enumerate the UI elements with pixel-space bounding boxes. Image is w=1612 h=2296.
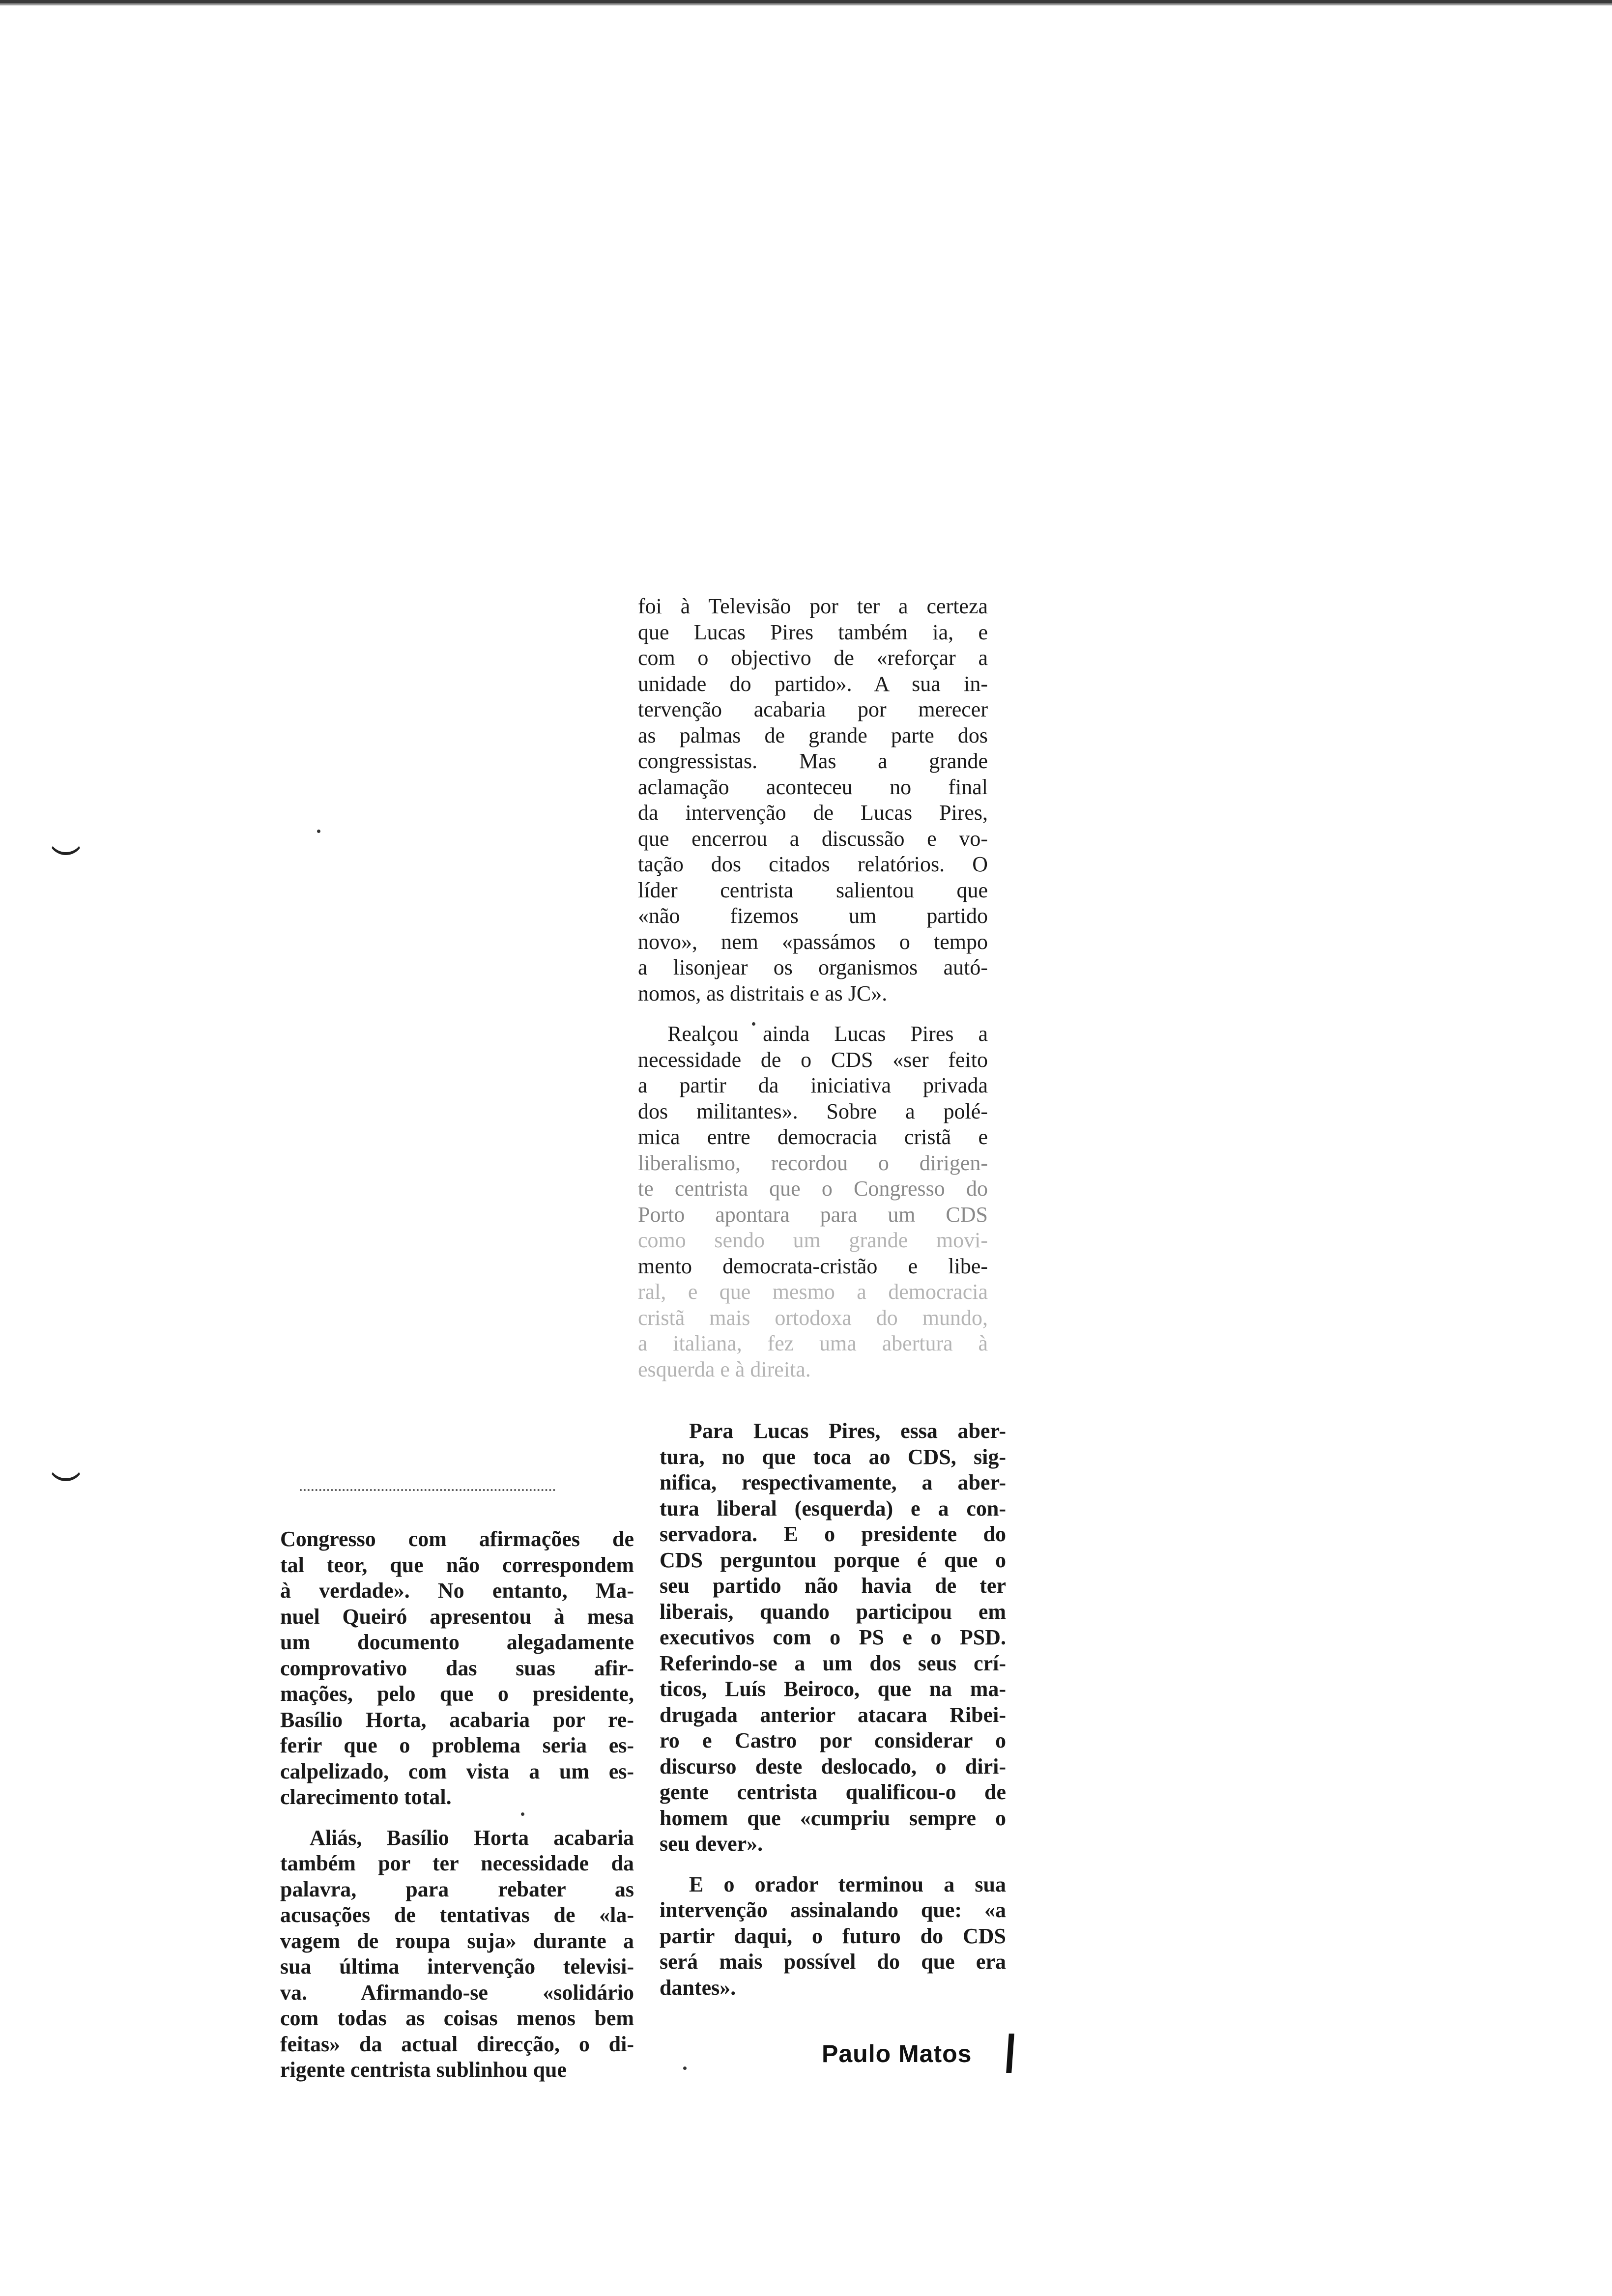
article-line: ticos, Luís Beiroco, que na ma- xyxy=(660,1677,1006,1701)
article-line: Realçou ainda Lucas Pires a xyxy=(667,1022,988,1046)
article-line: Para Lucas Pires, essa aber- xyxy=(689,1419,1006,1443)
article-line: Referindo-se a um dos seus crí- xyxy=(660,1651,1006,1675)
author-byline: Paulo Matos xyxy=(822,2040,972,2067)
article-line: a italiana, fez uma abertura à xyxy=(638,1331,988,1355)
article-line: Congresso com afirmações de xyxy=(280,1527,634,1551)
byline-end-mark xyxy=(1006,2034,1014,2073)
scan-top-edge xyxy=(0,0,1612,3)
article-line: será mais possível do que era xyxy=(660,1950,1006,1974)
article-line: tervenção acabaria por merecer xyxy=(638,697,988,721)
punch-hole-mark-lower xyxy=(48,1462,84,1481)
article-line: da intervenção de Lucas Pires, xyxy=(638,801,988,825)
article-column-left xyxy=(280,1526,634,2083)
article-line: homem que «cumpriu sempre o xyxy=(660,1806,1006,1830)
article-line: com todas as coisas menos bem xyxy=(280,2006,634,2030)
article-line: comprovativo das suas afir- xyxy=(280,1656,634,1680)
article-line: esquerda e à direita. xyxy=(638,1357,811,1381)
article-paragraph xyxy=(638,594,988,1006)
article-line: palavra, para rebater as xyxy=(280,1877,634,1901)
article-line: te centrista que o Congresso do xyxy=(638,1177,988,1201)
article-line: líder centrista salientou que xyxy=(638,878,988,902)
article-line: va. Afirmando-se «solidário xyxy=(280,1980,634,2005)
article-paragraph xyxy=(660,1872,1006,2001)
article-line: CDS perguntou porque é que o xyxy=(660,1548,1006,1572)
article-line: como sendo um grande movi- xyxy=(638,1228,988,1252)
article-line: que Lucas Pires também ia, e xyxy=(638,620,988,644)
article-line: liberalismo, recordou o dirigen- xyxy=(638,1150,988,1175)
article-line: vagem de roupa suja» durante a xyxy=(280,1928,634,1953)
article-line: liberais, quando participou em xyxy=(660,1599,1006,1624)
article-line: mica entre democracia cristã e xyxy=(638,1125,988,1149)
article-line: tal teor, que não correspondem xyxy=(280,1552,634,1577)
article-column-top xyxy=(638,594,988,1382)
article-line: um documento alegadamente xyxy=(280,1630,634,1654)
article-line: partir daqui, o futuro do CDS xyxy=(660,1923,1006,1948)
article-line: seu partido não havia de ter xyxy=(660,1574,1006,1598)
scan-speck xyxy=(683,2066,687,2070)
article-line: nifica, respectivamente, a aber- xyxy=(660,1470,1006,1494)
article-line: feitas» da actual direcção, o di- xyxy=(280,2032,634,2056)
article-line: Porto apontara para um CDS xyxy=(638,1202,988,1227)
article-line: tura, no que toca ao CDS, sig- xyxy=(660,1444,1006,1469)
article-line: acusações de tentativas de «la- xyxy=(280,1903,634,1927)
article-line: ral, e que mesmo a democracia xyxy=(638,1280,988,1304)
article-paragraph xyxy=(660,1418,1006,1857)
article-line: «não fizemos um partido xyxy=(638,904,988,928)
article-line: servadora. E o presidente do xyxy=(660,1522,1006,1546)
article-line: E o orador terminou a sua xyxy=(689,1872,1006,1896)
article-line: Basílio Horta, acabaria por re- xyxy=(280,1707,634,1732)
article-line: unidade do partido». A sua in- xyxy=(638,671,988,696)
article-line: seu dever». xyxy=(660,1832,763,1856)
article-line: nomos, as distritais e as JC». xyxy=(638,981,888,1005)
article-line: clarecimento total. xyxy=(280,1785,452,1809)
article-line: discurso deste deslocado, o diri- xyxy=(660,1754,1006,1779)
scan-top-edge-shadow xyxy=(0,3,1612,5)
article-line: mento democrata-cristão e libe- xyxy=(638,1254,988,1278)
article-paragraph xyxy=(638,1021,988,1382)
article-line: calpelizado, com vista a um es- xyxy=(280,1759,634,1783)
article-line: dantes». xyxy=(660,1975,736,2000)
punch-hole-mark-upper xyxy=(48,835,84,855)
article-line: rigente centrista sublinhou que xyxy=(280,2058,567,2082)
article-line: necessidade de o CDS «ser feito xyxy=(638,1047,988,1072)
article-line: Aliás, Basílio Horta acabaria xyxy=(310,1825,634,1850)
article-line: novo», nem «passámos o tempo xyxy=(638,929,988,954)
article-line: mações, pelo que o presidente, xyxy=(280,1682,634,1706)
torn-column-top-edge xyxy=(300,1489,555,1501)
article-line: intervenção assinalando que: «a xyxy=(660,1898,1006,1922)
article-line: ferir que o problema seria es- xyxy=(280,1733,634,1757)
article-line: com o objectivo de «reforçar a xyxy=(638,646,988,670)
article-line: sua última intervenção televisi- xyxy=(280,1954,634,1979)
article-line: foi à Televisão por ter a certeza xyxy=(638,594,988,618)
article-line: dos militantes». Sobre a polé- xyxy=(638,1099,988,1123)
article-line: a lisonjear os organismos autó- xyxy=(638,955,988,979)
article-line: cristã mais ortodoxa do mundo, xyxy=(638,1305,988,1330)
article-line: nuel Queiró apresentou à mesa xyxy=(280,1604,634,1629)
article-line: também por ter necessidade da xyxy=(280,1851,634,1875)
article-line: as palmas de grande parte dos xyxy=(638,723,988,747)
article-line: executivos com o PS e o PSD. xyxy=(660,1625,1006,1649)
scan-speck xyxy=(317,830,320,833)
article-line: que encerrou a discussão e vo- xyxy=(638,826,988,851)
article-paragraph xyxy=(280,1825,634,2083)
article-column-right xyxy=(660,1418,1006,2001)
article-line: tura liberal (esquerda) e a con- xyxy=(660,1496,1006,1521)
article-line: ro e Castro por considerar o xyxy=(660,1728,1006,1752)
article-line: drugada anterior atacara Ribei- xyxy=(660,1702,1006,1727)
article-line: a partir da iniciativa privada xyxy=(638,1073,988,1097)
article-line: aclamação aconteceu no final xyxy=(638,775,988,799)
article-line: tação dos citados relatórios. O xyxy=(638,852,988,876)
article-line: à verdade». No entanto, Ma- xyxy=(280,1578,634,1603)
article-paragraph xyxy=(280,1526,634,1810)
article-line: gente centrista qualificou-o de xyxy=(660,1780,1006,1804)
article-line: congressistas. Mas a grande xyxy=(638,749,988,773)
